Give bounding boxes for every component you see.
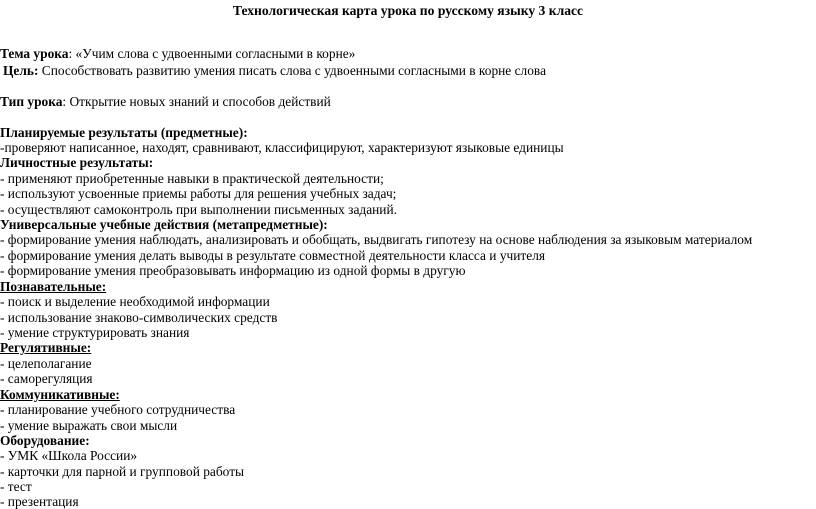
list-item: - целеполагание <box>0 356 92 371</box>
list-item: - применяют приобретенные навыки в практической деятельности; <box>0 171 384 186</box>
list-item: - карточки для парной и групповой работы <box>0 464 245 479</box>
list-item: - используют усвоенные приемы работы для решения учебных задач; <box>0 186 397 201</box>
list-item: - планирование учебного сотрудничества <box>0 402 236 417</box>
list-item: - презентация <box>0 494 79 509</box>
goal-label: Цель: <box>3 63 39 78</box>
list-item: - тест <box>0 479 32 494</box>
list-item: -проверяют написанное, находят, сравнивают, классифицируют, характеризуют языковые единицы <box>0 140 564 155</box>
lesson-type-text: : Открытие новых знаний и способов действий <box>62 94 331 109</box>
personal-results-heading: Личностные результаты: <box>0 155 154 170</box>
list-item: - умение выражать свои мысли <box>0 418 178 433</box>
list-item: - формирование умения делать выводы в результате совместной деятельности класса и учителя <box>0 248 546 263</box>
list-item: - саморегуляция <box>0 371 93 386</box>
list-item: - поиск и выделение необходимой информации <box>0 294 270 309</box>
topic-text: : «Учим слова с удвоенными согласными в корне» <box>68 46 356 61</box>
lesson-type-line <box>0 94 331 109</box>
topic-line <box>0 46 355 61</box>
document-title: Технологическая карта урока по русскому языку 3 класс <box>232 3 584 18</box>
equipment-heading: Оборудование: <box>0 433 90 448</box>
list-item: - формирование умения преобразовывать информацию из одной формы в другую <box>0 263 466 278</box>
list-item: - УМК «Школа России» <box>0 448 138 463</box>
goal-text: Способствовать развитию умения писать слова с удвоенными согласными в корне слова <box>38 63 547 78</box>
universal-actions-heading: Универсальные учебные действия (метапредметные): <box>0 217 328 232</box>
regulatory-heading: Регулятивные: <box>0 340 92 355</box>
communicative-heading: Коммуникативные: <box>0 387 120 402</box>
cognitive-heading: Познавательные: <box>0 279 107 294</box>
list-item: - осуществляют самоконтроль при выполнении письменных заданий. <box>0 202 397 217</box>
list-item: - умение структурировать знания <box>0 325 190 340</box>
lesson-type-label: Тип урока <box>0 94 63 109</box>
goal-line <box>3 63 546 78</box>
subject-results-heading: Планируемые результаты (предметные): <box>0 125 248 140</box>
list-item: - использование знаково-символических средств <box>0 310 278 325</box>
list-item: - формирование умения наблюдать, анализировать и обобщать, выдвигать гипотезу на основе наблюдения за языковым материалом <box>0 232 753 247</box>
topic-label: Тема урока <box>0 46 69 61</box>
